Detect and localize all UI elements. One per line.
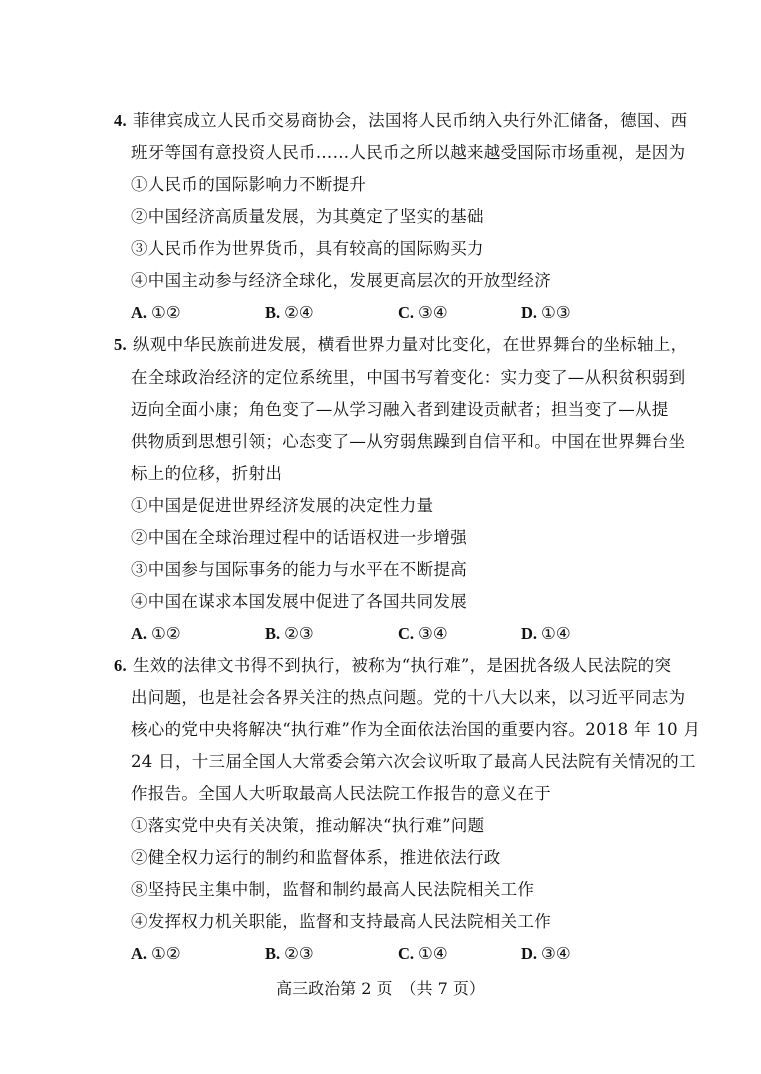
question-5-stem-line-3: 迈向全面小康；角色变了—从学习融入者到建设贡献者；担当变了—从提 <box>131 400 669 419</box>
question-4-stem-line-2: 班牙等国有意投资人民币……人民币之所以越来越受国际市场重视，是因为 <box>131 143 686 162</box>
question-6-stem-line-5: 作报告。全国人大听取最高人民法院工作报告的意义在于 <box>131 784 551 803</box>
question-6-item-4: ④发挥权力机关职能，监督和支持最高人民法院相关工作 <box>131 912 551 931</box>
question-6-item-2: ②健全权力运行的制约和监督体系，推进依法行政 <box>131 848 501 867</box>
question-number: 4. <box>114 111 127 130</box>
question-number: 6. <box>114 656 127 675</box>
page-footer: 高三政治第 2 页 （共 7 页） <box>276 979 485 998</box>
question-6-stem-line-4: 24 日，十三届全国人大常委会第六次会议听取了最高人民法院有关情况的工 <box>131 752 696 771</box>
question-5-item-2: ②中国在全球治理过程中的话语权进一步增强 <box>131 528 467 547</box>
question-5-item-3: ③中国参与国际事务的能力与水平在不断提高 <box>131 560 467 579</box>
question-5-item-4: ④中国在谋求本国发展中促进了各国共同发展 <box>131 592 467 611</box>
question-4-stem-line-1: 4. 菲律宾成立人民币交易商协会，法国将人民币纳入央行外汇储备，德国、西 <box>114 111 688 130</box>
question-5-stem-line-5: 标上的位移，折射出 <box>131 464 283 483</box>
question-5-option-a: A. ①② <box>131 624 181 643</box>
question-6-stem-line-1: 6. 生效的法律文书得不到执行，被称为“执行难”，是困扰各级人民法院的突 <box>114 656 672 675</box>
question-4-option-d: D. ①③ <box>521 303 571 322</box>
question-4-option-b: B. ②④ <box>265 303 314 322</box>
question-5-option-b: B. ②③ <box>265 624 314 643</box>
question-4-item-3: ③人民币作为世界货币，具有较高的国际购买力 <box>131 239 484 258</box>
question-6-item-1: ①落实党中央有关决策，推动解决“执行难”问题 <box>131 816 485 835</box>
question-6-option-c: C. ①④ <box>398 944 448 963</box>
question-6-option-a: A. ①② <box>131 944 181 963</box>
question-5-stem-line-1: 5. 纵观中华民族前进发展，横看世界力量对比变化，在世界舞台的坐标轴上， <box>114 335 688 354</box>
question-4-item-2: ②中国经济高质量发展，为其奠定了坚实的基础 <box>131 207 484 226</box>
question-4-option-a: A. ①② <box>131 303 181 322</box>
question-5-option-d: D. ①④ <box>521 624 571 643</box>
question-5-stem-line-4: 供物质到思想引领；心态变了—从穷弱焦躁到自信平和。中国在世界舞台坐 <box>131 432 686 451</box>
question-6-stem-line-2: 出问题，也是社会各界关注的热点问题。党的十八大以来，以习近平同志为 <box>131 688 686 707</box>
question-6-option-d: D. ③④ <box>521 944 571 963</box>
question-6-stem-line-3: 核心的党中央将解决“执行难”作为全面依法治国的重要内容。2018 年 10 月 <box>131 720 701 739</box>
question-4-option-c: C. ③④ <box>398 303 448 322</box>
question-6-option-b: B. ②③ <box>265 944 314 963</box>
question-6-item-3: ⑧坚持民主集中制，监督和制约最高人民法院相关工作 <box>131 880 535 899</box>
question-5-option-c: C. ③④ <box>398 624 448 643</box>
question-4-item-1: ①人民币的国际影响力不断提升 <box>131 175 367 194</box>
question-number: 5. <box>114 335 127 354</box>
question-4-item-4: ④中国主动参与经济全球化，发展更高层次的开放型经济 <box>131 271 551 290</box>
question-5-stem-line-2: 在全球政治经济的定位系统里，中国书写着变化：实力变了—从积贫积弱到 <box>131 368 686 387</box>
question-5-item-1: ①中国是促进世界经济发展的决定性力量 <box>131 496 434 515</box>
